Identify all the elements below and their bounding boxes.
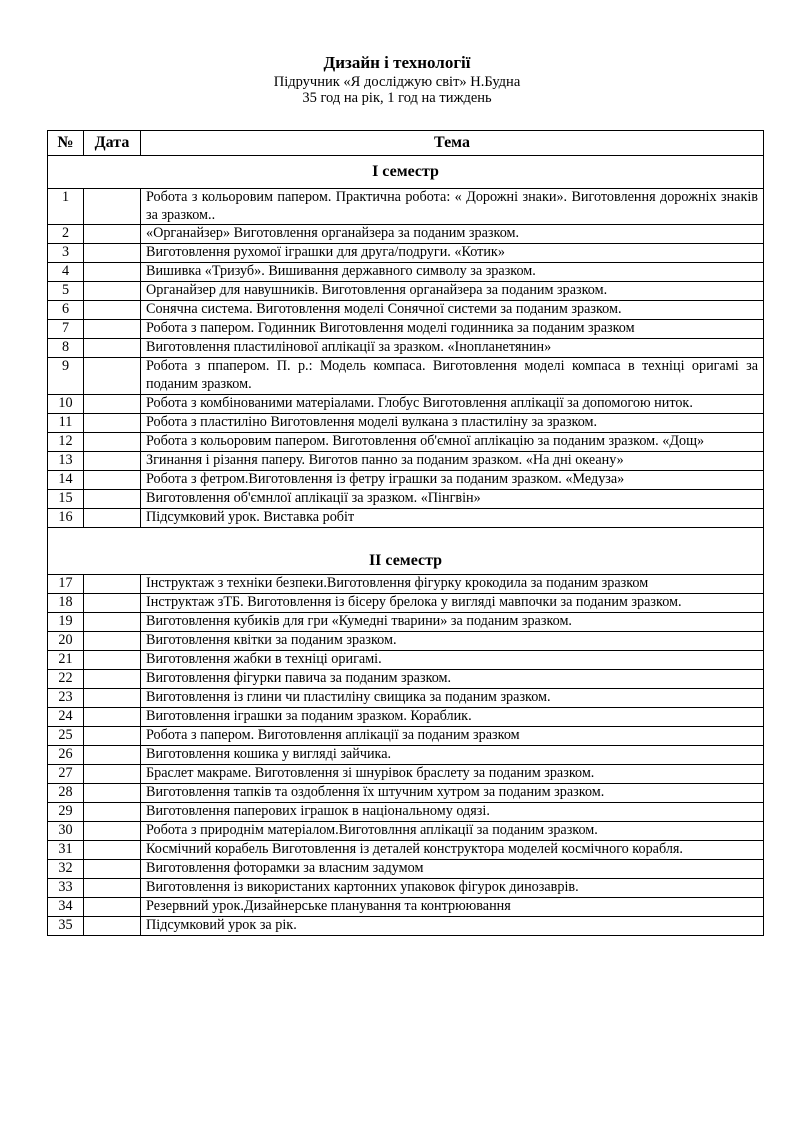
lesson-number: 20 [48, 631, 84, 650]
lesson-topic: Робота з комбінованими матеріалами. Глобус Виготовлення аплікації за допомогою ниток. [141, 394, 764, 413]
lesson-date [84, 631, 141, 650]
lesson-date [84, 783, 141, 802]
table-row [48, 650, 764, 669]
lesson-topic: Виготовлення жабки в техніці оригамі. [141, 650, 764, 669]
lesson-topic: Робота з ппапером. П. р.: Модель компаса. Виготовлення моделі компаса в техніці оригамі за поданим зразком. [141, 358, 764, 394]
lesson-topic: Підсумковий урок. Виставка робіт [141, 508, 764, 527]
table-body [48, 156, 764, 936]
column-header-date: Дата [84, 131, 141, 156]
lesson-date [84, 508, 141, 527]
lesson-topic: Виготовлення паперових іграшок в національному одязі. [141, 802, 764, 821]
lesson-date [84, 859, 141, 878]
lesson-topic: Робота з папером. Виготовлення аплікації за поданим зразком [141, 726, 764, 745]
lesson-number: 8 [48, 339, 84, 358]
lesson-date [84, 745, 141, 764]
lesson-date [84, 432, 141, 451]
lesson-number: 2 [48, 225, 84, 244]
lesson-topic: Робота з кольоровим папером. Виготовлення об'ємної аплікацію за поданим зразком. «Дощ» [141, 432, 764, 451]
lesson-number: 15 [48, 489, 84, 508]
table-row [48, 593, 764, 612]
lesson-date [84, 688, 141, 707]
lesson-date [84, 358, 141, 394]
lesson-date [84, 263, 141, 282]
lesson-number: 3 [48, 244, 84, 263]
lesson-date [84, 669, 141, 688]
lesson-date [84, 650, 141, 669]
lesson-number: 1 [48, 189, 84, 225]
semester-1-label: І семестр [48, 156, 764, 189]
lesson-date [84, 897, 141, 916]
table-row [48, 225, 764, 244]
table-row [48, 413, 764, 432]
lesson-number: 6 [48, 301, 84, 320]
table-header-row [48, 131, 764, 156]
lesson-topic: Сонячна система. Виготовлення моделі Сонячної системи за поданим зразком. [141, 301, 764, 320]
lesson-topic: Виготовлення фігурки павича за поданим зразком. [141, 669, 764, 688]
table-row [48, 451, 764, 470]
lesson-number: 5 [48, 282, 84, 301]
table-row [48, 301, 764, 320]
lesson-date [84, 301, 141, 320]
table-row [48, 726, 764, 745]
lesson-number: 35 [48, 916, 84, 935]
lesson-number: 10 [48, 394, 84, 413]
lesson-date [84, 802, 141, 821]
lesson-topic: Виготовлення квітки за поданим зразком. [141, 631, 764, 650]
table-row [48, 244, 764, 263]
lesson-number: 25 [48, 726, 84, 745]
lesson-date [84, 413, 141, 432]
lesson-date [84, 726, 141, 745]
lesson-number: 14 [48, 470, 84, 489]
table-row [48, 802, 764, 821]
lesson-date [84, 764, 141, 783]
table-row [48, 282, 764, 301]
semester-2-label: ІІ семестр [48, 527, 764, 574]
lesson-topic: Резервний урок.Дизайнерське планування та контрюювання [141, 897, 764, 916]
lesson-topic: Згинання і різання паперу. Виготов панно за поданим зразком. «На дні океану» [141, 451, 764, 470]
lesson-topic: Виготовлення кошика у вигляді зайчика. [141, 745, 764, 764]
lesson-number: 12 [48, 432, 84, 451]
lesson-topic: «Органайзер» Виготовлення органайзера за поданим зразком. [141, 225, 764, 244]
document-header [0, 52, 794, 106]
table-row [48, 489, 764, 508]
table-row [48, 916, 764, 935]
table-row [48, 432, 764, 451]
column-header-topic: Тема [141, 131, 764, 156]
lesson-topic: Виготовлення кубиків для гри «Кумедні тварини» за поданим зразком. [141, 612, 764, 631]
lesson-date [84, 320, 141, 339]
lesson-number: 27 [48, 764, 84, 783]
lesson-topic: Робота з кольоровим папером. Практична робота: « Дорожні знаки». Виготовлення дорожніх знаків за зразком.. [141, 189, 764, 225]
lesson-topic: Виготовлення рухомої іграшки для друга/подруги. «Котик» [141, 244, 764, 263]
lesson-number: 23 [48, 688, 84, 707]
lesson-date [84, 593, 141, 612]
lesson-number: 31 [48, 840, 84, 859]
lesson-number: 4 [48, 263, 84, 282]
table-row [48, 263, 764, 282]
lesson-topic: Виготовлення об'ємнлої аплікації за зразком. «Пінгвін» [141, 489, 764, 508]
lesson-number: 13 [48, 451, 84, 470]
table-row [48, 612, 764, 631]
lesson-number: 18 [48, 593, 84, 612]
lesson-number: 16 [48, 508, 84, 527]
textbook-subtitle: Підручник «Я досліджую світ» Н.Будна [273, 74, 521, 90]
lesson-number: 28 [48, 783, 84, 802]
lesson-topic: Робота з пластиліно Виготовлення моделі вулкана з пластиліну за зразком. [141, 413, 764, 432]
lesson-topic: Інструктаж зТБ. Виготовлення із бісеру брелока у вигляді мавпочки за поданим зразком. [141, 593, 764, 612]
lesson-number: 21 [48, 650, 84, 669]
lesson-number: 33 [48, 878, 84, 897]
lesson-number: 34 [48, 897, 84, 916]
table-row [48, 859, 764, 878]
lesson-date [84, 451, 141, 470]
lesson-date [84, 189, 141, 225]
lesson-number: 29 [48, 802, 84, 821]
lesson-number: 11 [48, 413, 84, 432]
lesson-number: 26 [48, 745, 84, 764]
table-row [48, 745, 764, 764]
hours-subtitle: 35 год на рік, 1 год на тиждень [302, 90, 492, 106]
table-row [48, 783, 764, 802]
table-row [48, 508, 764, 527]
table-row [48, 394, 764, 413]
lesson-topic: Космічний корабель Виготовлення із деталей конструктора моделей космічного корабля. [141, 840, 764, 859]
table-row [48, 688, 764, 707]
lesson-date [84, 282, 141, 301]
lesson-date [84, 244, 141, 263]
table-row [48, 339, 764, 358]
table-row [48, 574, 764, 593]
table-row [48, 878, 764, 897]
table-row [48, 840, 764, 859]
lesson-topic: Робота з природнім матеріалом.Виготовлння аплікації за поданим зразком. [141, 821, 764, 840]
lesson-date [84, 574, 141, 593]
lesson-date [84, 840, 141, 859]
lesson-number: 24 [48, 707, 84, 726]
lesson-number: 22 [48, 669, 84, 688]
lesson-topic: Виготовлення іграшки за поданим зразком. Кораблик. [141, 707, 764, 726]
lesson-topic: Підсумковий урок за рік. [141, 916, 764, 935]
table-row [48, 707, 764, 726]
lesson-topic: Виготовлення із використаних картонних упаковок фігурок динозаврів. [141, 878, 764, 897]
table-row [48, 358, 764, 394]
table-row [48, 189, 764, 225]
lesson-topic: Виготовлення фоторамки за власним задумом [141, 859, 764, 878]
lesson-topic: Робота з фетром.Виготовлення із фетру іграшки за поданим зразком. «Медуза» [141, 470, 764, 489]
lesson-date [84, 707, 141, 726]
lesson-topic: Інструктаж з техніки безпеки.Виготовлення фігурку крокодила за поданим зразком [141, 574, 764, 593]
lesson-date [84, 225, 141, 244]
lesson-number: 17 [48, 574, 84, 593]
lesson-plan-table [47, 130, 764, 936]
semester-1-row [48, 156, 764, 189]
table-row [48, 897, 764, 916]
table-row [48, 631, 764, 650]
lesson-number: 19 [48, 612, 84, 631]
column-header-number: № [48, 131, 84, 156]
lesson-date [84, 821, 141, 840]
table-row [48, 764, 764, 783]
table-row [48, 470, 764, 489]
lesson-topic: Виготовлення тапків та оздоблення їх штучним хутром за поданим зразком. [141, 783, 764, 802]
lesson-number: 7 [48, 320, 84, 339]
lesson-topic: Вишивка «Тризуб». Вишивання державного символу за зразком. [141, 263, 764, 282]
lesson-date [84, 470, 141, 489]
lesson-number: 32 [48, 859, 84, 878]
lesson-topic: Органайзер для навушників. Виготовлення органайзера за поданим зразком. [141, 282, 764, 301]
table-row [48, 821, 764, 840]
table-row [48, 320, 764, 339]
lesson-topic: Виготовлення із глини чи пластиліну свищика за поданим зразком. [141, 688, 764, 707]
lesson-number: 30 [48, 821, 84, 840]
lesson-topic: Робота з папером. Годинник Виготовлення моделі годинника за поданим зразком [141, 320, 764, 339]
lesson-number: 9 [48, 358, 84, 394]
document-title: Дизайн і технології [323, 53, 471, 72]
lesson-date [84, 612, 141, 631]
table-row [48, 669, 764, 688]
lesson-topic: Браслет макраме. Виготовлення зі шнурівок браслету за поданим зразком. [141, 764, 764, 783]
semester-2-row [48, 527, 764, 574]
lesson-date [84, 339, 141, 358]
lesson-date [84, 489, 141, 508]
lesson-topic: Виготовлення пластилінової аплікації за зразком. «Інопланетянин» [141, 339, 764, 358]
lesson-date [84, 394, 141, 413]
lesson-date [84, 878, 141, 897]
lesson-date [84, 916, 141, 935]
